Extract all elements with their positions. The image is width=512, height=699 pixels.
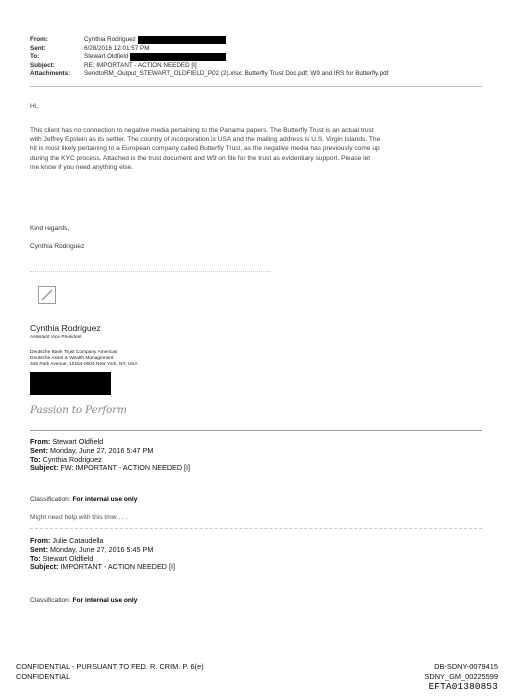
header-to-text: Stewart Oldfield <box>84 53 129 61</box>
header-from-text: Cynthia Rodriguez <box>84 36 136 43</box>
forward-divider <box>30 528 482 529</box>
classification-label: Classification: <box>30 597 71 604</box>
body-line: during the KYC process. Attached is the trust document and W9 on file for the trust as evidentiary support. Please let <box>30 154 371 162</box>
forward-sent-value: Monday, June 27, 2016 5:45 PM <box>49 544 154 554</box>
classification-value: For internal use only <box>72 496 138 503</box>
deutsche-bank-logo-icon <box>38 286 56 304</box>
forward-to-value: Cynthia Rodriguez <box>42 454 102 464</box>
header-sent-value: 6/28/2016 12:01:57 PM <box>84 44 150 52</box>
header-from-label: From: <box>30 36 48 43</box>
header-to-row <box>30 53 388 62</box>
body-line: hit is most likely pertaining to a European company called Butterfly Trust, as the negative media has previously come up <box>30 145 380 153</box>
footer-ids <box>424 662 498 682</box>
header-sent-label: Sent: <box>30 44 46 52</box>
body-greeting: Hi, <box>30 103 39 110</box>
header-from-value <box>84 36 226 45</box>
forward-from-label: From: <box>30 536 51 545</box>
closing: Kind regards, <box>30 225 70 232</box>
forward-subject-value: IMPORTANT - ACTION NEEDED [I] <box>60 562 175 572</box>
header-to-label: To: <box>30 53 40 61</box>
signature-company-line: Deutsche Bank Trust Company Americas <box>30 350 118 355</box>
signature-address: 345 Park Avenue, 10154-0004 New York, NY, USA <box>30 362 138 368</box>
slogan: Passion to Perform <box>30 404 127 416</box>
signature-company-line: Deutsche Asset & Wealth Management <box>30 356 114 362</box>
closing-name: Cynthia Rodriguez <box>30 243 85 250</box>
redaction-box <box>30 372 111 395</box>
footer-id: SDNY_GM_00225599 <box>424 672 498 681</box>
header-subject-value: RE: IMPORTANT - ACTION NEEDED [I] <box>84 61 197 69</box>
forward-from-value: Stewart Oldfield <box>52 437 104 446</box>
body-line: with Jeffrey Epstein as its settler. The country of incorporation is USA and the mailing address is U.S. Virgin Islands. The <box>30 136 381 144</box>
header-subject-label: Subject: <box>30 61 55 69</box>
forward-to-label: To: <box>30 553 41 563</box>
header-attachments-value: SendtoRM_Output_STEWART_OLDFIELD_P02 (2).xlsx; Butterfly Trust Doc.pdf; W9 and IRS for Butterfly.pdf <box>84 70 389 78</box>
signature-divider <box>30 271 270 272</box>
classification-line <box>30 597 137 604</box>
forward-sent-label: Sent: <box>30 544 48 554</box>
forward-subject-value: FW: IMPORTANT - ACTION NEEDED [I] <box>60 463 191 473</box>
classification-line <box>30 496 137 503</box>
body-line: me know if you need anything else. <box>30 163 133 171</box>
signature-name: Cynthia Rodriguez <box>30 323 101 333</box>
header-attachments-label: Attachments: <box>30 70 71 78</box>
header-sent-row <box>30 45 388 54</box>
header-subject-row <box>30 62 388 71</box>
body-line: This client has no connection to negative media pertaining to the Panama papers. The Butterfly Trust is an actual trust <box>30 127 374 134</box>
body-paragraph <box>30 126 480 172</box>
forward-sent-value: Monday, June 27, 2016 5:47 PM <box>49 445 154 455</box>
signature-title: Assistant Vice President <box>30 335 82 340</box>
classification-value: For internal use only <box>72 597 138 604</box>
header-attachments-row <box>30 70 388 79</box>
forward-sent-label: Sent: <box>30 445 48 455</box>
footer-confidential <box>16 662 204 682</box>
forward-header <box>30 438 190 473</box>
forward-to-value: Stewart Oldfield <box>42 553 94 563</box>
forward-header <box>30 537 175 572</box>
classification-label: Classification: <box>30 496 71 503</box>
bates-number: EFTA01380853 <box>428 681 498 692</box>
forward-to-label: To: <box>30 454 41 464</box>
header-divider <box>30 86 482 87</box>
forward-subject-row <box>30 563 175 572</box>
redaction-box <box>130 53 226 61</box>
header-from-row <box>30 36 388 45</box>
forward-subject-row <box>30 464 190 473</box>
forward-subject-label: Subject: <box>30 562 59 572</box>
signature-company <box>30 350 138 369</box>
redaction-box <box>138 36 226 44</box>
header-to-value <box>84 53 226 62</box>
footer-confidential-line: CONFIDENTIAL - PURSUANT TO FED. R. CRIM. P. 6(e) <box>16 662 204 671</box>
forward-from-label: From: <box>30 437 51 446</box>
footer-id: DB-SDNY-0079415 <box>434 662 498 671</box>
forward-note: Might need help with this tmw . . . <box>30 514 128 521</box>
footer-confidential-line: CONFIDENTIAL <box>16 672 71 681</box>
email-header <box>30 36 388 79</box>
forward-from-value: Julie Cataudella <box>52 536 104 545</box>
forward-divider <box>30 430 482 431</box>
forward-subject-label: Subject: <box>30 463 59 473</box>
